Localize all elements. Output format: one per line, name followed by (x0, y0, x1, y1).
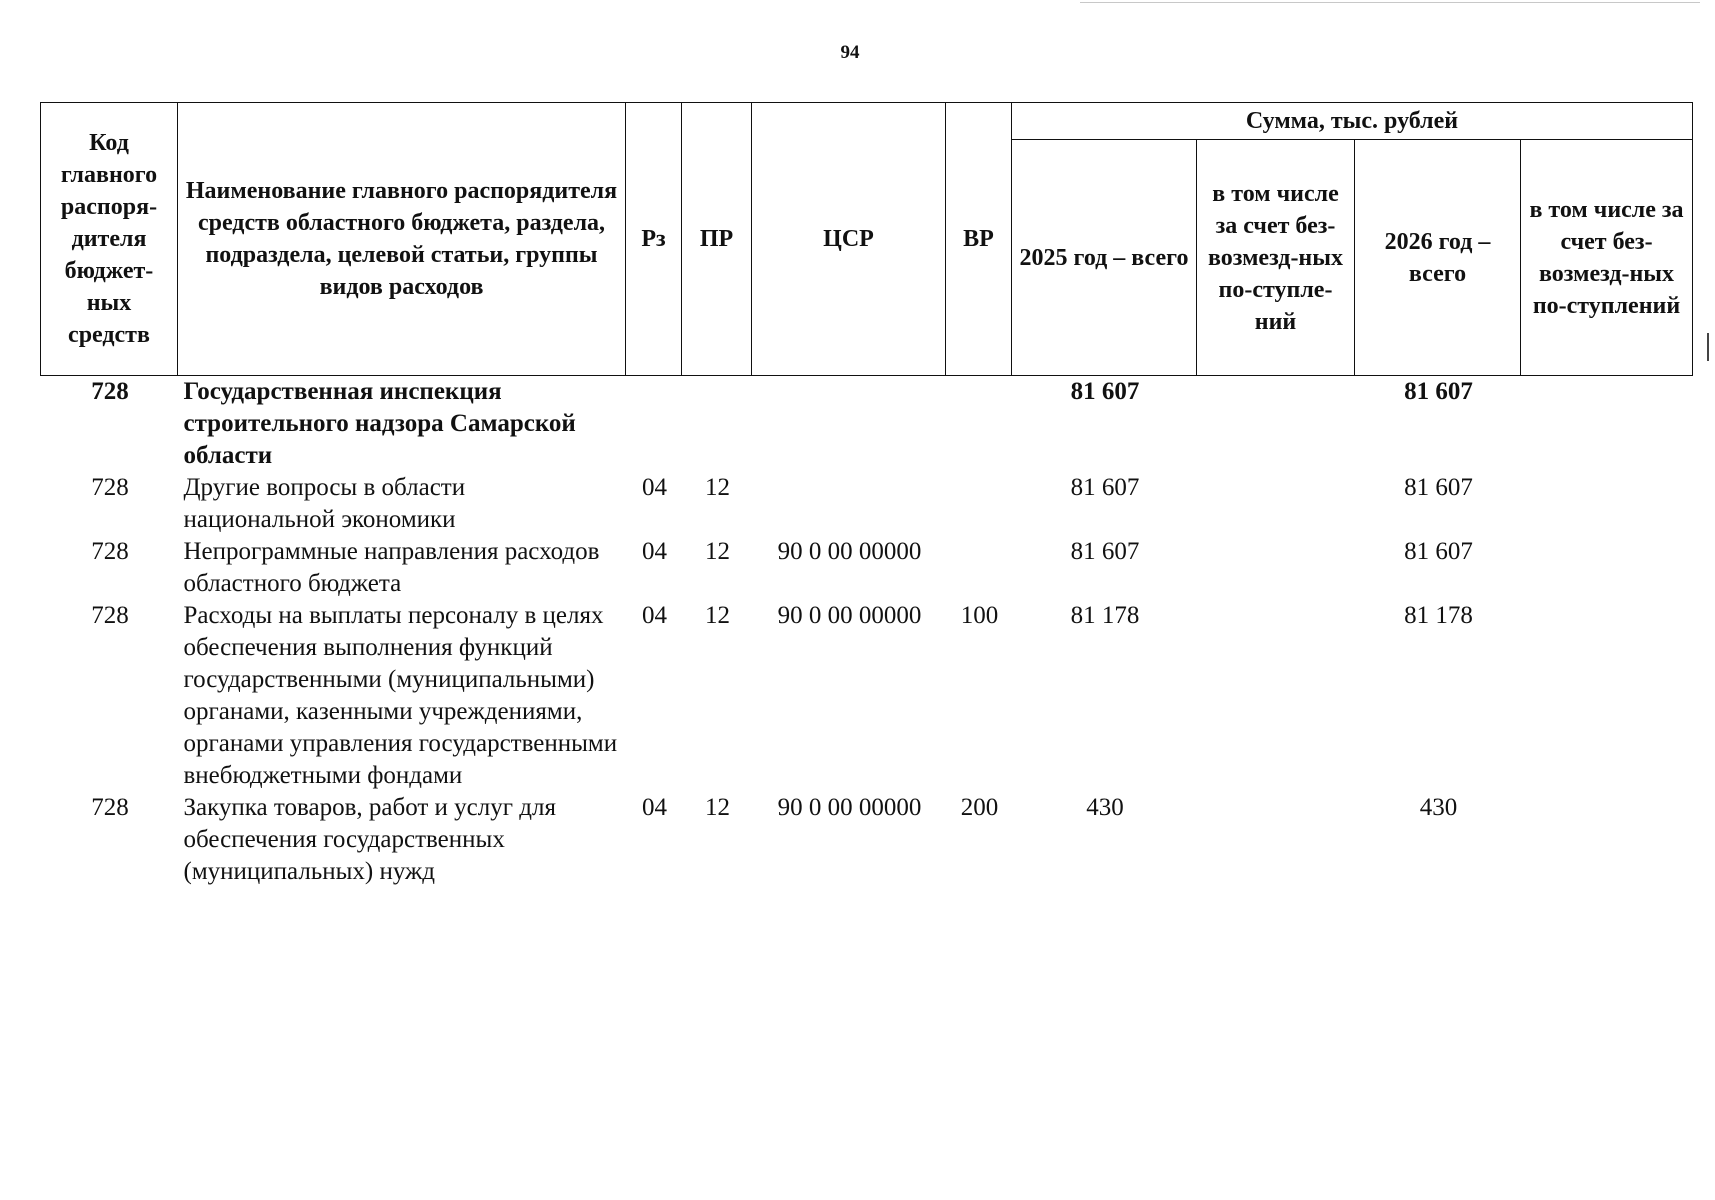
cell-vr (946, 472, 1012, 536)
table-row (41, 536, 1693, 600)
cell-total-2026: 430 (1419, 794, 1458, 821)
cell-pr: 12 (705, 794, 730, 821)
header-sum-group: Сумма, тыс. рублей (1012, 103, 1693, 140)
header-csr: ЦСР (752, 103, 946, 376)
cell-rz: 04 (642, 602, 667, 629)
header-code: Код главного распоря-дителя бюджет-ных средств (41, 103, 178, 376)
table-body (41, 376, 1693, 889)
cell-grants-2026 (1521, 600, 1693, 792)
cell-total-2026: 81 607 (1404, 474, 1473, 501)
header-total-2025: 2025 год – всего (1012, 140, 1197, 376)
cell-vr: 100 (960, 602, 999, 629)
budget-table (40, 102, 1693, 888)
header-rz: Рз (626, 103, 682, 376)
table-header (41, 103, 1693, 376)
cell-total-2025: 81 607 (1070, 474, 1140, 501)
table-row (41, 600, 1693, 792)
cell-pr (682, 376, 752, 473)
header-vr: ВР (946, 103, 1012, 376)
cell-rz: 04 (642, 474, 667, 501)
header-total-2026: 2026 год – всего (1355, 140, 1521, 376)
cell-name: Расходы на выплаты персоналу в целях обеспечения выполнения функций государственными (муниципальными) органами, казенными учреждениями, органами управления государственными внебюджетными фондами (183, 602, 618, 789)
cell-total-2026: 81 607 (1404, 538, 1473, 565)
cell-rz: 04 (642, 538, 667, 565)
cell-code: 728 (91, 538, 129, 565)
cell-code: 728 (91, 474, 129, 501)
cell-grants-2025 (1197, 376, 1355, 473)
page-number: 94 (840, 42, 860, 63)
cell-name: Закупка товаров, работ и услуг для обеспечения государственных (муниципальных) нужд (183, 794, 556, 885)
scan-edge-line (1080, 2, 1700, 3)
cell-grants-2025 (1197, 792, 1355, 888)
header-grants-2026: в том числе за счет без-возмезд-ных по-ступлений (1521, 140, 1693, 376)
cell-rz: 04 (642, 794, 667, 821)
header-grants-2025: в том числе за счет без-возмезд-ных по-ступле-ний (1197, 140, 1355, 376)
cell-csr: 90 0 00 00000 (777, 602, 922, 629)
cell-code: 728 (91, 378, 129, 405)
cell-code: 728 (91, 794, 129, 821)
cell-total-2025: 430 (1086, 794, 1124, 821)
scan-margin-mark (1707, 333, 1709, 361)
cell-pr: 12 (705, 474, 730, 501)
cell-grants-2026 (1521, 376, 1693, 473)
cell-grants-2025 (1197, 536, 1355, 600)
cell-grants-2025 (1197, 472, 1355, 536)
cell-total-2026: 81 178 (1404, 602, 1473, 629)
header-name: Наименование главного распорядителя средств областного бюджета, раздела, подраздела, целевой статьи, группы видов расходов (178, 103, 626, 376)
cell-rz (626, 376, 682, 473)
cell-total-2026: 81 607 (1404, 378, 1473, 405)
cell-name: Другие вопросы в области национальной экономики (183, 474, 466, 533)
cell-csr (752, 376, 946, 473)
cell-pr: 12 (705, 602, 730, 629)
cell-csr: 90 0 00 00000 (777, 538, 922, 565)
cell-name: Государственная инспекция строительного надзора Самарской области (183, 378, 576, 469)
cell-grants-2026 (1521, 536, 1693, 600)
cell-total-2025: 81 178 (1070, 602, 1140, 629)
cell-code: 728 (91, 602, 129, 629)
cell-vr (946, 376, 1012, 473)
cell-total-2025: 81 607 (1070, 538, 1140, 565)
cell-vr: 200 (960, 794, 999, 821)
cell-grants-2025 (1197, 600, 1355, 792)
cell-grants-2026 (1521, 472, 1693, 536)
table-row (41, 792, 1693, 888)
header-pr: ПР (682, 103, 752, 376)
table-row (41, 376, 1693, 473)
cell-vr (946, 536, 1012, 600)
cell-grants-2026 (1521, 792, 1693, 888)
header-row-1 (41, 103, 1693, 140)
cell-total-2025: 81 607 (1070, 378, 1140, 405)
cell-pr: 12 (705, 538, 730, 565)
cell-csr (752, 472, 946, 536)
cell-name: Непрограммные направления расходов областного бюджета (183, 538, 600, 597)
cell-csr: 90 0 00 00000 (777, 794, 922, 821)
table-row (41, 472, 1693, 536)
